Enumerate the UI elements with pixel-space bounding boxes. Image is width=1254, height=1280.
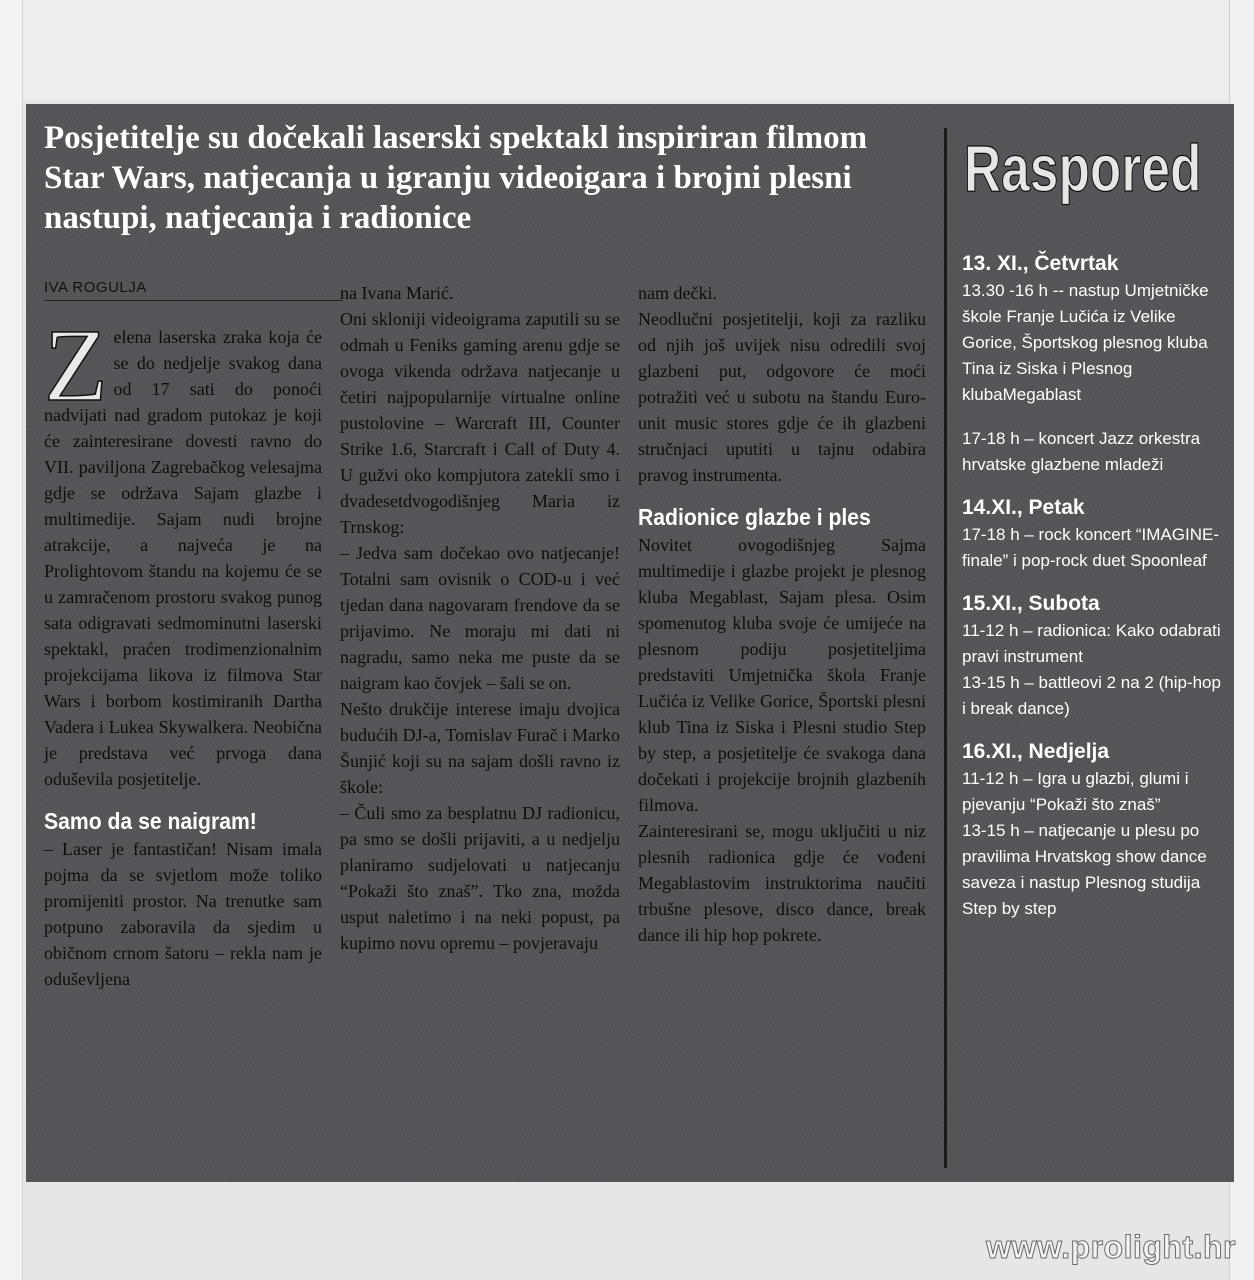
sidebar-divider: [944, 128, 947, 1168]
paragraph: – Čuli smo za besplatnu DJ radionicu, pa smo se došli prijaviti, a u nedjelju planiramo sudjelovati u natjecanju “Pokaži što znaš”. Tko zna, možda usput naletimo i na neki popust, pa kupimo novu opremu – povjeravaju: [340, 803, 620, 953]
paragraph: [44, 308, 322, 792]
schedule-day: [962, 738, 1222, 922]
author-byline: IVA ROGULJA: [44, 279, 342, 301]
article-column-1: [44, 308, 322, 992]
schedule-sidebar: [962, 250, 1222, 938]
paragraph: Novitet ovogodišnjeg Sajma multimedije i glazbe projekt je plesnog kluba Megablast, Sajam plesa. Osim spomenutog kluba svoje će umijeće na plesnom podiju posjetiteljima predstaviti Umjetnička škola Franje Lučića iz Velike Gorice, Športski plesni klub Tina iz Siska i Plesni studio Step by step, a posjetitelje će svakoga dana dočekati i projekcije brojnih glazbenih filmova.: [638, 535, 926, 815]
subheading-samo-da-se-naigram: Samo da se naigram!: [44, 808, 257, 834]
paragraph: – Laser je fantastičan! Nisam imala pojma da se svjetlom može toliko promijeniti prostor. Na trenutke sam potpuno zaboravila da sjedim u običnom crnom šatoru – rekla nam je oduševljena: [44, 839, 322, 989]
schedule-item: 11-12 h – Igra u glazbi, glumi i pjevanju “Pokaži što znaš”: [962, 769, 1189, 814]
schedule-day: [962, 250, 1222, 478]
drop-cap: Z: [44, 308, 108, 423]
day-title: 13. XI., Četvrtak: [962, 252, 1119, 275]
paragraph: Zainteresirani se, mogu uključiti u niz plesnih radionica gdje će vođeni Megablastovim instruktorima naučiti trbušne plesove, disco dance, break dance ili hip hop pokrete.: [638, 821, 926, 945]
paragraph-text: elena laserska zraka koja će se do nedjelje svakog dana od 17 sati do ponoći nadvijati nad gradom putokaz je koji će zainteresirane dovesti ravno do VII. paviljona Zagrebačkog velesajma gdje se održava Sajam glazbe i multimedije. Sajam nudi brojne atrakcije, a najveća je na Prolightovom štandu na kojemu će se u zamračenom prostoru svakog punog sata odigravati sedmominutni laserski spektakl, praćen trodimenzionalnim projekcijama likova iz filmova Star Wars i borbom kostimiranih Dartha Vadera i Lukea Skywalkera. Neobična je predstava već prvoga dana oduševila posjetitelje.: [44, 327, 322, 789]
schedule-day: [962, 494, 1222, 574]
article-column-2: [340, 280, 620, 956]
paragraph: na Ivana Marić.: [340, 283, 454, 303]
article-panel: [26, 104, 1234, 1182]
subheading-radionice: Radionice glazbe i ples: [638, 504, 871, 530]
day-title: 14.XI., Petak: [962, 496, 1085, 519]
paper-background: [0, 0, 1254, 100]
paragraph: Neodlučni posjetitelji, koji za razliku od njih još uvijek nisu odredili svoj glazbeni put, odgovore će moći potražiti već u subotu na štandu Euro-unit music stores gdje će ih glazbeni stručnjaci uputiti u tajnu odabira pravog instrumenta.: [638, 309, 926, 485]
schedule-item: 17-18 h – rock koncert “IMAGINE-finale” i pop-rock duet Spoonleaf: [962, 525, 1219, 570]
schedule-item: 11-12 h – radionica: Kako odabrati pravi instrument: [962, 621, 1221, 666]
schedule-day: [962, 590, 1222, 722]
paper-margin-left: [0, 0, 23, 1280]
article-column-3: [638, 280, 926, 948]
paragraph: Oni skloniji videoigrama zaputili su se odmah u Feniks gaming arenu gdje se ovoga vikenda održava natjecanje u četiri najpopularnije virtualne online pustolovine – Warcraft III, Counter Strike 1.6, Starcraft i Call of Duty 4. U gužvi oko kompjutora zatekli smo i dvadesetdvogodišnjeg Maria iz Trnskog:: [340, 309, 620, 537]
article-headline: Posjetitelje su dočekali laserski spektakl inspiriran filmom Star Wars, natjecanja u igranju videoigara i brojni plesni nastupi, natjecanja i radionice: [44, 120, 868, 236]
schedule-item: 13-15 h – natjecanje u plesu po pravilima Hrvatskog show dance saveza i nastup Plesnog studija Step by step: [962, 821, 1207, 918]
day-title: 15.XI., Subota: [962, 592, 1100, 615]
schedule-item: 13.30 -16 h -- nastup Umjetničke škole Franje Lučića iz Velike Gorice, Športskog plesnog kluba Tina iz Siska i Plesnog klubaMegablast: [962, 281, 1209, 404]
day-title: 16.XI., Nedjelja: [962, 740, 1110, 763]
paragraph: Nešto drukčije interese imaju dvojica budućih DJ-a, Tomislav Furač i Marko Šunjić koji su na sajam došli ravno iz škole:: [340, 699, 620, 797]
paragraph: – Jedva sam dočekao ovo natjecanje! Totalni sam ovisnik o COD-u i već tjedan dana nagovaram frendove da se prijavimo. Ne moraju mi dati ni nagradu, samo neka me puste da se naigram kao čovjek – šali se on.: [340, 543, 620, 693]
paragraph: nam dečki.: [638, 283, 717, 303]
schedule-item: 13-15 h – battleovi 2 na 2 (hip-hop i break dance): [962, 673, 1221, 718]
watermark-logo: www.prolight.hr: [986, 1229, 1236, 1265]
schedule-item: 17-18 h – koncert Jazz orkestra hrvatske glazbene mladeži: [962, 429, 1201, 474]
schedule-title: Raspored: [964, 131, 1202, 205]
